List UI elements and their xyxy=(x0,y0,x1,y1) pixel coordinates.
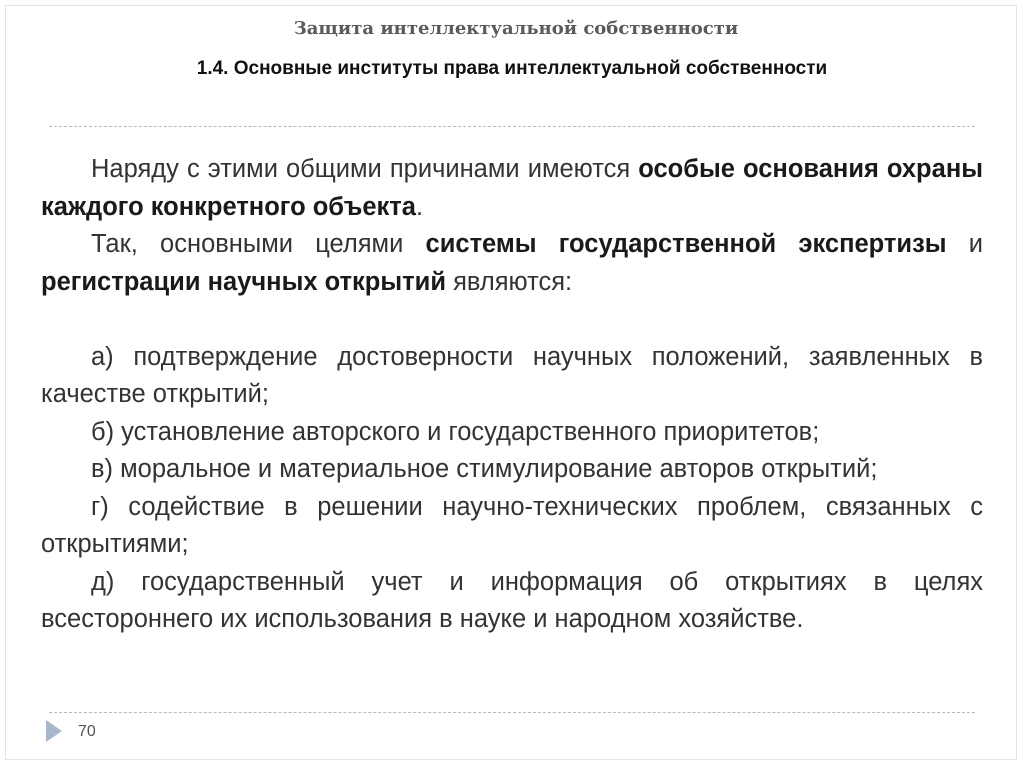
paragraph-text: и xyxy=(946,230,983,258)
list-item-e: д) государственный учет и информация об открытиях в целях всестороннего их использования в науке и народном хозяйстве. xyxy=(41,567,983,633)
paragraph-text: . xyxy=(415,192,424,221)
page-number: 70 xyxy=(78,723,96,740)
top-divider xyxy=(49,126,975,127)
paragraph-bold: особые основания охраны каждого конкретного объекта xyxy=(41,155,983,221)
paragraph-text: Так, основными целями xyxy=(91,230,426,258)
paragraph-bold: системы государственной экспертизы xyxy=(425,230,947,258)
paragraph-text: являются: xyxy=(446,267,573,296)
list-item-d: г) содействие в решении научно-технических проблем, связанных с открытиями; xyxy=(41,492,983,558)
section-title: 1.4. Основные институты права интеллектуальной собственности xyxy=(196,58,828,79)
slide-body xyxy=(41,151,983,639)
paragraph-reasons xyxy=(41,151,983,226)
bottom-divider xyxy=(49,712,975,713)
list-item-a: а) подтверждение достоверности научных положений, заявленных в качестве открытий; xyxy=(41,342,983,408)
list-item-c: в) моральное и материальное стимулирование авторов открытий; xyxy=(91,455,878,483)
paragraph-bold: регистрации научных открытий xyxy=(41,267,446,296)
list-item-b: б) установление авторского и государственного приоритетов; xyxy=(91,417,820,446)
presentation-title: Защита интеллектуальной собственности xyxy=(293,18,739,39)
triangle-right-icon xyxy=(46,720,62,742)
paragraph-text: Наряду с этими общими причинами имеются xyxy=(91,155,639,183)
paragraph-goals xyxy=(41,226,983,301)
